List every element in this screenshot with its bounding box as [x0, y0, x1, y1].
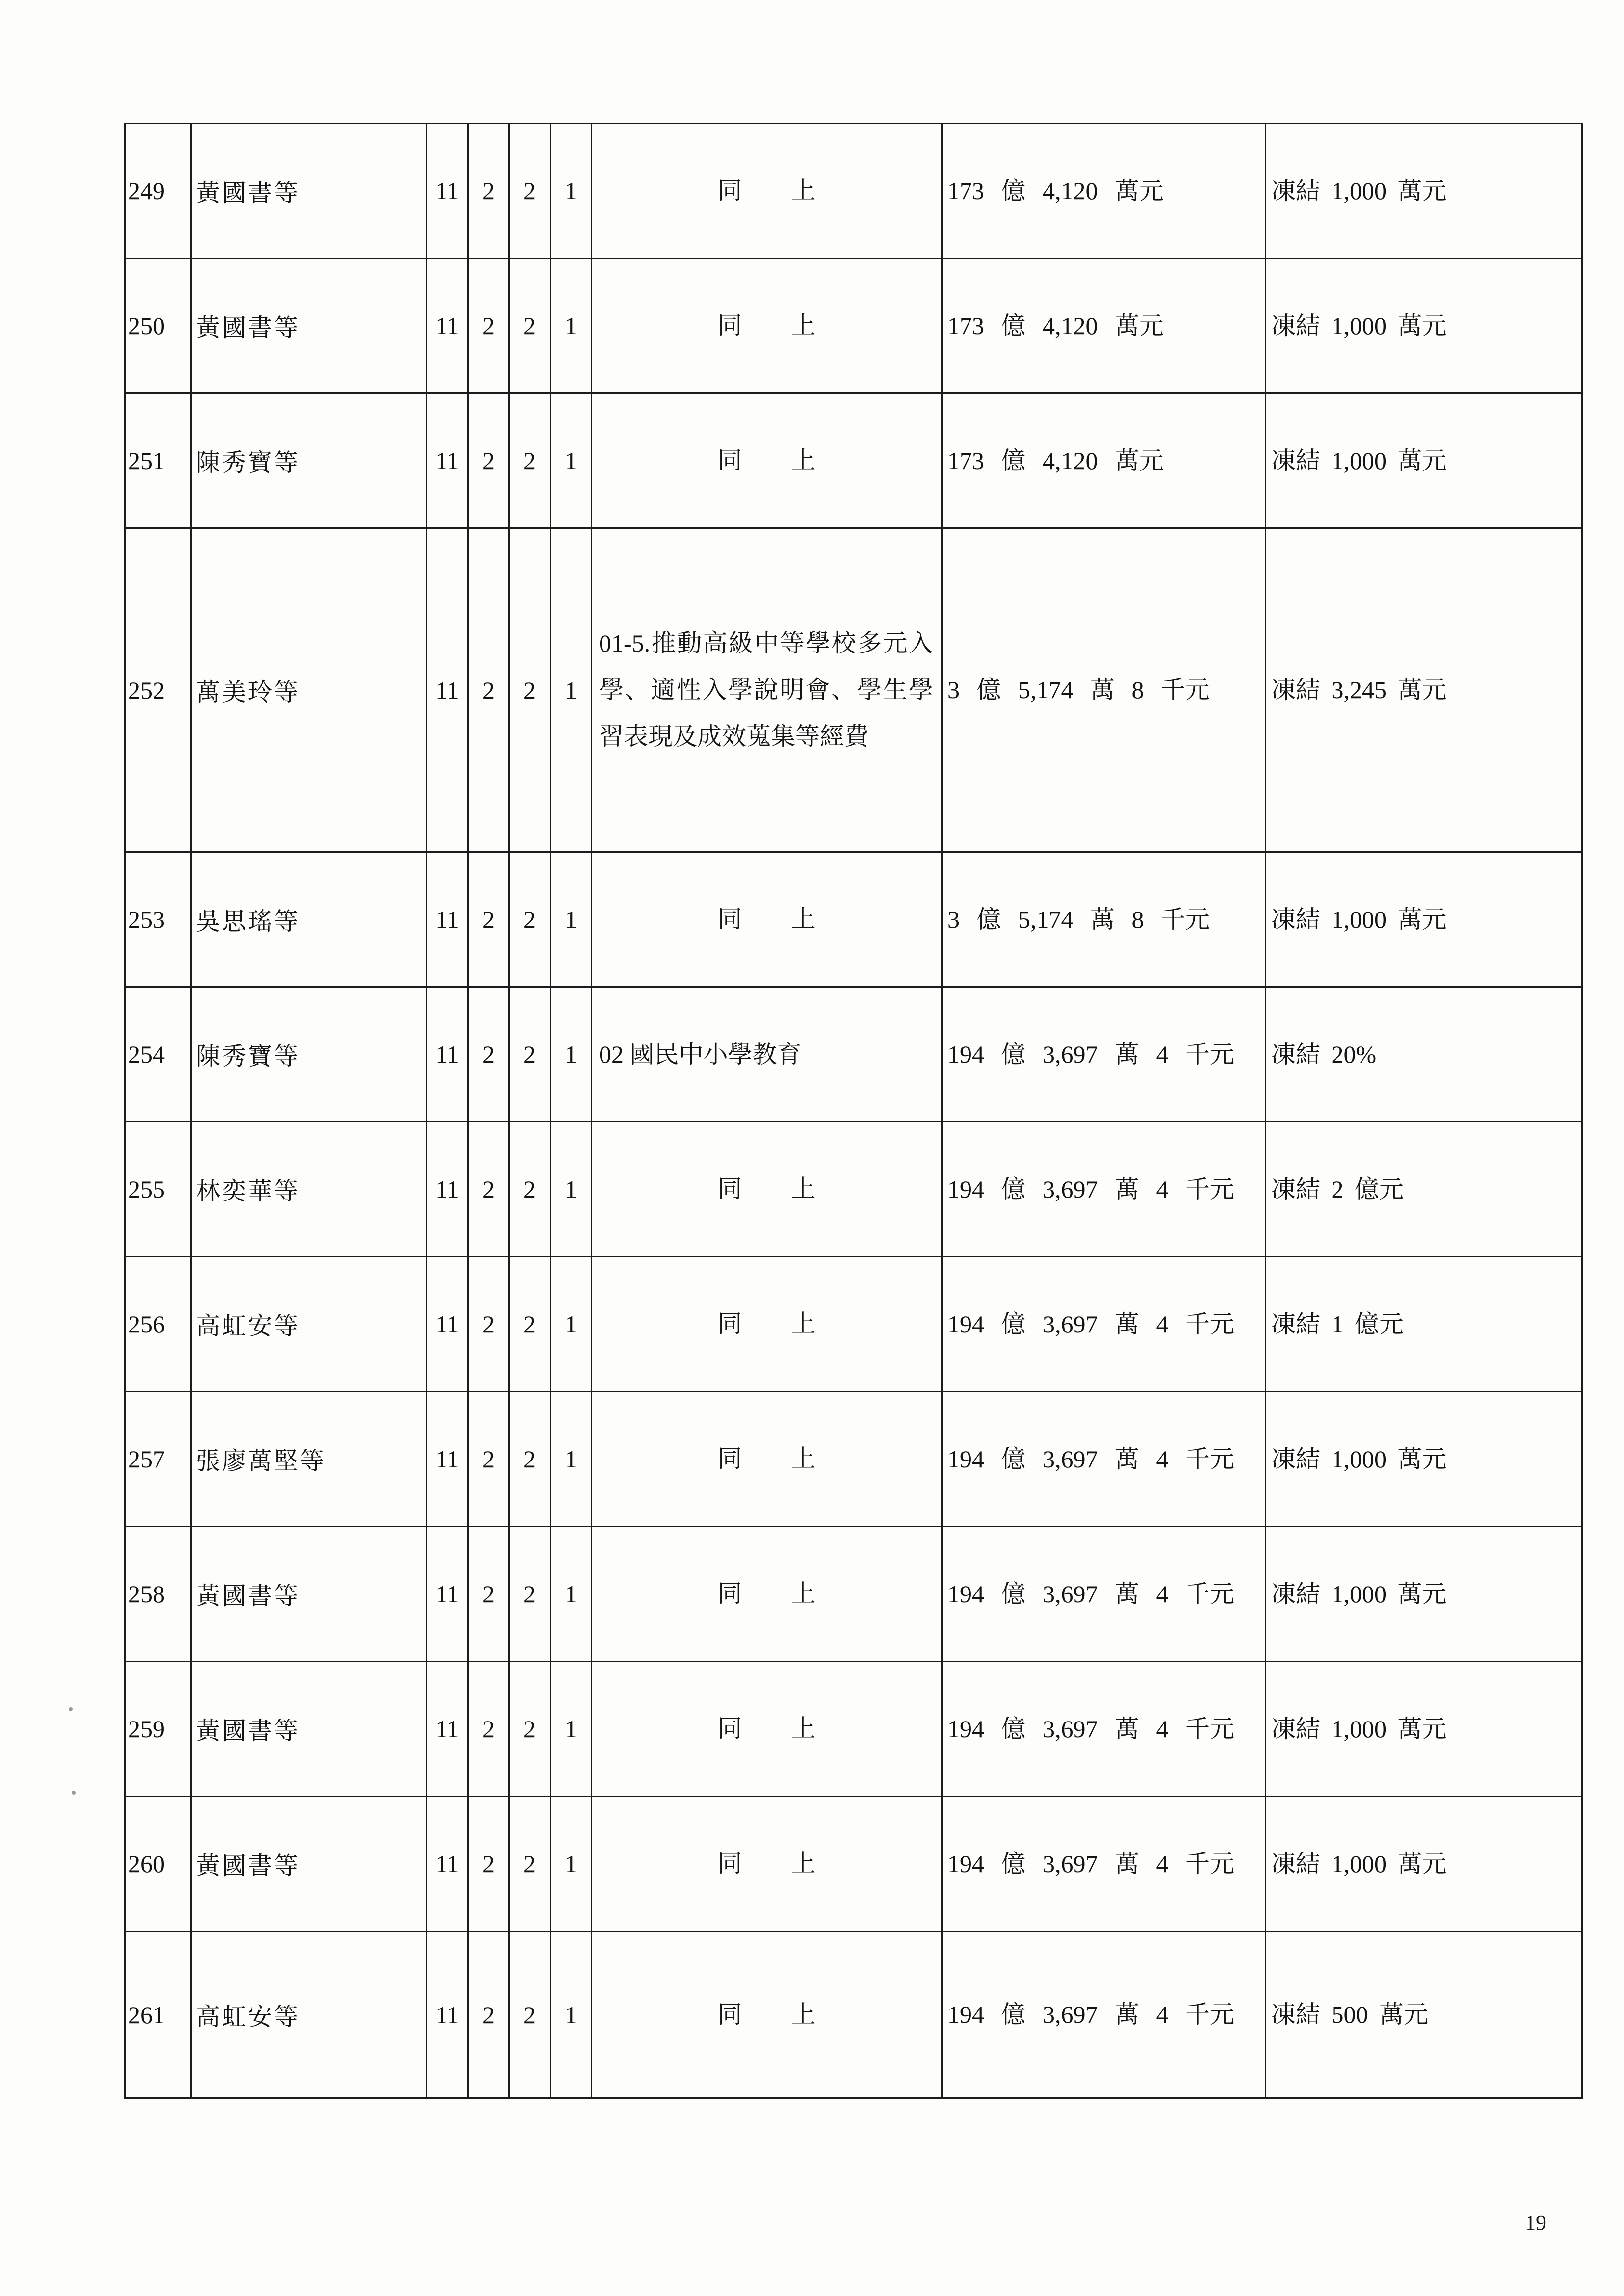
amount-cell: 194 億 3,697 萬 4 千元 [942, 1257, 1266, 1392]
code-col-4-cell: 1 [550, 852, 592, 987]
code-col-4-cell: 1 [550, 1662, 592, 1797]
code-col-4-cell: 1 [550, 987, 592, 1122]
proposer-cell: 萬美玲等 [191, 528, 427, 852]
code-col-2-cell: 2 [468, 987, 509, 1122]
proposer-cell: 張廖萬堅等 [191, 1392, 427, 1527]
budget-item-cell: 同 上 [592, 393, 942, 528]
table-body [125, 124, 1582, 2098]
code-col-4-cell: 1 [550, 1392, 592, 1527]
code-col-1-cell: 11 [427, 1797, 468, 1931]
budget-item-cell: 02 國民中小學教育 [592, 987, 942, 1122]
proposer-cell: 陳秀寶等 [191, 987, 427, 1122]
table-row [125, 1257, 1582, 1392]
code-col-1-cell: 11 [427, 1257, 468, 1392]
code-col-1-cell: 11 [427, 1122, 468, 1257]
code-col-1-cell: 11 [427, 259, 468, 393]
proposer-cell: 吳思瑤等 [191, 852, 427, 987]
table-row [125, 124, 1582, 259]
table-row [125, 393, 1582, 528]
row-number-cell: 260 [125, 1797, 191, 1931]
table-row [125, 1797, 1582, 1931]
code-col-3-cell: 2 [509, 393, 550, 528]
budget-item-cell: 同 上 [592, 1257, 942, 1392]
amount-cell: 194 億 3,697 萬 4 千元 [942, 1797, 1266, 1931]
code-col-1-cell: 11 [427, 528, 468, 852]
amount-cell: 194 億 3,697 萬 4 千元 [942, 1122, 1266, 1257]
code-col-1-cell: 11 [427, 393, 468, 528]
amount-cell: 3 億 5,174 萬 8 千元 [942, 528, 1266, 852]
table-row [125, 1392, 1582, 1527]
code-col-2-cell: 2 [468, 1797, 509, 1931]
code-col-4-cell: 1 [550, 124, 592, 259]
code-col-1-cell: 11 [427, 1931, 468, 2098]
budget-freeze-table [124, 123, 1583, 2099]
code-col-2-cell: 2 [468, 528, 509, 852]
frozen-amount-cell: 凍結 3,245 萬元 [1266, 528, 1582, 852]
code-col-4-cell: 1 [550, 1257, 592, 1392]
row-number-cell: 256 [125, 1257, 191, 1392]
code-col-2-cell: 2 [468, 1257, 509, 1392]
code-col-4-cell: 1 [550, 1527, 592, 1662]
code-col-3-cell: 2 [509, 852, 550, 987]
amount-cell: 173 億 4,120 萬元 [942, 124, 1266, 259]
amount-cell: 194 億 3,697 萬 4 千元 [942, 1662, 1266, 1797]
row-number-cell: 257 [125, 1392, 191, 1527]
code-col-4-cell: 1 [550, 1122, 592, 1257]
code-col-4-cell: 1 [550, 528, 592, 852]
code-col-2-cell: 2 [468, 1662, 509, 1797]
row-number-cell: 259 [125, 1662, 191, 1797]
row-number-cell: 253 [125, 852, 191, 987]
budget-item-cell: 同 上 [592, 1122, 942, 1257]
table-row [125, 1662, 1582, 1797]
budget-item-cell: 同 上 [592, 1797, 942, 1931]
table-row [125, 1122, 1582, 1257]
proposer-cell: 陳秀寶等 [191, 393, 427, 528]
amount-cell: 173 億 4,120 萬元 [942, 393, 1266, 528]
row-number-cell: 258 [125, 1527, 191, 1662]
scan-speck [72, 1791, 76, 1795]
scan-speck [69, 1707, 73, 1711]
code-col-2-cell: 2 [468, 1392, 509, 1527]
proposer-cell: 高虹安等 [191, 1257, 427, 1392]
amount-cell: 3 億 5,174 萬 8 千元 [942, 852, 1266, 987]
table-row [125, 1527, 1582, 1662]
table-row [125, 987, 1582, 1122]
amount-cell: 194 億 3,697 萬 4 千元 [942, 987, 1266, 1122]
budget-item-cell: 01-5.推動高級中等學校多元入學、適性入學說明會、學生學習表現及成效蒐集等經費 [592, 528, 942, 852]
code-col-3-cell: 2 [509, 124, 550, 259]
frozen-amount-cell: 凍結 1,000 萬元 [1266, 1797, 1582, 1931]
row-number-cell: 261 [125, 1931, 191, 2098]
code-col-2-cell: 2 [468, 393, 509, 528]
page-number: 19 [1525, 2211, 1546, 2235]
table-row [125, 259, 1582, 393]
frozen-amount-cell: 凍結 1,000 萬元 [1266, 124, 1582, 259]
row-number-cell: 251 [125, 393, 191, 528]
amount-cell: 194 億 3,697 萬 4 千元 [942, 1931, 1266, 2098]
code-col-3-cell: 2 [509, 259, 550, 393]
code-col-3-cell: 2 [509, 1527, 550, 1662]
frozen-amount-cell: 凍結 1,000 萬元 [1266, 393, 1582, 528]
code-col-2-cell: 2 [468, 259, 509, 393]
table-row [125, 852, 1582, 987]
code-col-3-cell: 2 [509, 528, 550, 852]
code-col-3-cell: 2 [509, 1257, 550, 1392]
row-number-cell: 250 [125, 259, 191, 393]
amount-cell: 194 億 3,697 萬 4 千元 [942, 1392, 1266, 1527]
code-col-1-cell: 11 [427, 1662, 468, 1797]
frozen-amount-cell: 凍結 2 億元 [1266, 1122, 1582, 1257]
budget-item-cell: 同 上 [592, 852, 942, 987]
frozen-amount-cell: 凍結 20% [1266, 987, 1582, 1122]
code-col-1-cell: 11 [427, 987, 468, 1122]
budget-item-cell: 同 上 [592, 1662, 942, 1797]
code-col-3-cell: 2 [509, 1797, 550, 1931]
budget-item-cell: 同 上 [592, 124, 942, 259]
row-number-cell: 254 [125, 987, 191, 1122]
frozen-amount-cell: 凍結 500 萬元 [1266, 1931, 1582, 2098]
proposer-cell: 黃國書等 [191, 1797, 427, 1931]
proposer-cell: 林奕華等 [191, 1122, 427, 1257]
code-col-1-cell: 11 [427, 124, 468, 259]
table-row [125, 528, 1582, 852]
frozen-amount-cell: 凍結 1,000 萬元 [1266, 1662, 1582, 1797]
code-col-2-cell: 2 [468, 1122, 509, 1257]
code-col-1-cell: 11 [427, 1392, 468, 1527]
frozen-amount-cell: 凍結 1,000 萬元 [1266, 1527, 1582, 1662]
amount-cell: 173 億 4,120 萬元 [942, 259, 1266, 393]
code-col-4-cell: 1 [550, 393, 592, 528]
code-col-3-cell: 2 [509, 1931, 550, 2098]
code-col-3-cell: 2 [509, 987, 550, 1122]
code-col-2-cell: 2 [468, 852, 509, 987]
budget-item-cell: 同 上 [592, 1392, 942, 1527]
code-col-1-cell: 11 [427, 1527, 468, 1662]
budget-item-cell: 同 上 [592, 259, 942, 393]
table-row [125, 1931, 1582, 2098]
code-col-1-cell: 11 [427, 852, 468, 987]
amount-cell: 194 億 3,697 萬 4 千元 [942, 1527, 1266, 1662]
budget-item-cell: 同 上 [592, 1527, 942, 1662]
proposer-cell: 黃國書等 [191, 259, 427, 393]
frozen-amount-cell: 凍結 1,000 萬元 [1266, 852, 1582, 987]
code-col-4-cell: 1 [550, 259, 592, 393]
code-col-3-cell: 2 [509, 1122, 550, 1257]
row-number-cell: 249 [125, 124, 191, 259]
budget-item-cell: 同 上 [592, 1931, 942, 2098]
row-number-cell: 252 [125, 528, 191, 852]
frozen-amount-cell: 凍結 1 億元 [1266, 1257, 1582, 1392]
code-col-4-cell: 1 [550, 1797, 592, 1931]
proposer-cell: 黃國書等 [191, 1527, 427, 1662]
row-number-cell: 255 [125, 1122, 191, 1257]
code-col-2-cell: 2 [468, 1527, 509, 1662]
code-col-4-cell: 1 [550, 1931, 592, 2098]
proposer-cell: 黃國書等 [191, 124, 427, 259]
code-col-2-cell: 2 [468, 1931, 509, 2098]
frozen-amount-cell: 凍結 1,000 萬元 [1266, 259, 1582, 393]
frozen-amount-cell: 凍結 1,000 萬元 [1266, 1392, 1582, 1527]
code-col-3-cell: 2 [509, 1392, 550, 1527]
proposer-cell: 黃國書等 [191, 1662, 427, 1797]
proposer-cell: 高虹安等 [191, 1931, 427, 2098]
code-col-2-cell: 2 [468, 124, 509, 259]
code-col-3-cell: 2 [509, 1662, 550, 1797]
